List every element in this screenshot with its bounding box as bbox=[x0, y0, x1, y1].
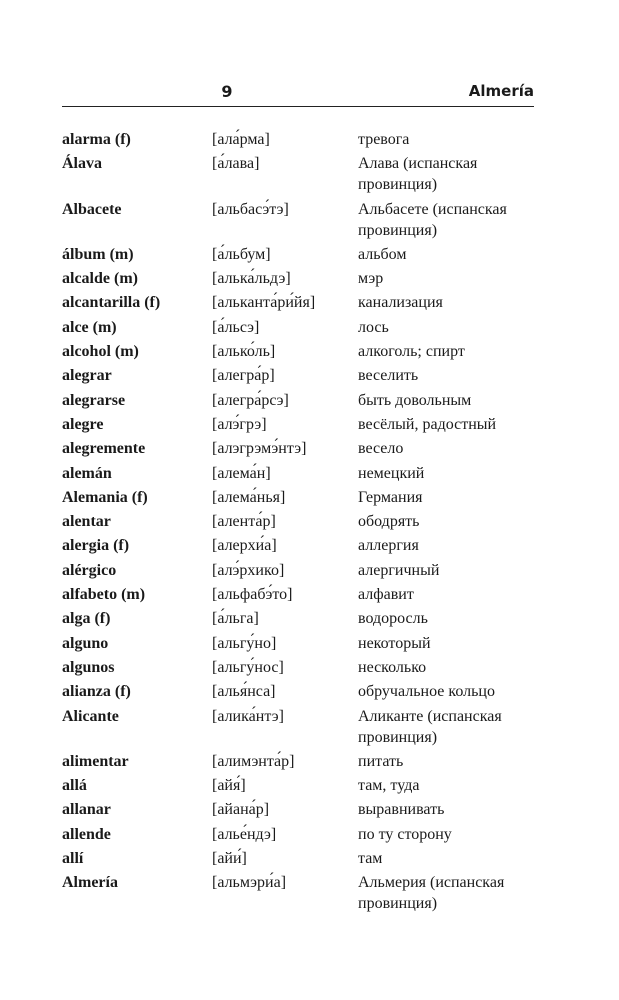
entry-word: álbum (m) bbox=[62, 245, 134, 263]
entry-meaning: быть довольным bbox=[358, 391, 472, 409]
entry-meaning: алкоголь; спирт bbox=[358, 343, 465, 361]
entry-meaning: Альбасете (испанская провинция) bbox=[358, 200, 507, 239]
entry-word: allanar bbox=[62, 801, 111, 819]
entry-transcription: [алэгрэмэ́нтэ] bbox=[212, 440, 307, 458]
entry-word: alce (m) bbox=[62, 318, 117, 336]
entry-transcription: [айана́р] bbox=[212, 801, 270, 819]
entry-meaning: некоторый bbox=[358, 634, 431, 652]
entry-meaning: канализация bbox=[358, 294, 443, 312]
entry-transcription: [а́льбум] bbox=[212, 245, 271, 263]
dictionary-entry bbox=[62, 292, 542, 313]
dictionary-entry bbox=[62, 872, 542, 914]
dictionary-entry bbox=[62, 341, 542, 362]
dictionary-entry bbox=[62, 681, 542, 702]
dictionary-entry bbox=[62, 535, 542, 556]
dictionary-entry bbox=[62, 775, 542, 796]
entry-word: Alemania (f) bbox=[62, 488, 148, 506]
entry-transcription: [алерхи́а] bbox=[212, 537, 277, 555]
entry-transcription: [альфабэ́то] bbox=[212, 586, 293, 604]
entry-word: alcantarilla (f) bbox=[62, 294, 161, 312]
entry-transcription: [алика́нтэ] bbox=[212, 707, 284, 725]
dictionary-entry bbox=[62, 244, 542, 265]
entry-transcription: [а́лава] bbox=[212, 155, 260, 173]
entry-word: Álava bbox=[62, 155, 102, 173]
entry-meaning: обручальное кольцо bbox=[358, 683, 495, 701]
entry-word: alianza (f) bbox=[62, 683, 131, 701]
dictionary-entry bbox=[62, 584, 542, 605]
dictionary-entry bbox=[62, 463, 542, 484]
entry-word: allí bbox=[62, 850, 84, 868]
dictionary-entry bbox=[62, 268, 542, 289]
dictionary-entry bbox=[62, 848, 542, 869]
dictionary-entry bbox=[62, 390, 542, 411]
entry-meaning: весёлый, радостный bbox=[358, 415, 497, 433]
entry-meaning: немецкий bbox=[358, 464, 425, 482]
dictionary-entry bbox=[62, 414, 542, 435]
entry-word: alentar bbox=[62, 513, 111, 531]
entry-transcription: [а́льга] bbox=[212, 610, 259, 628]
entry-meaning: водоросль bbox=[358, 610, 428, 628]
entry-transcription: [алегра́р] bbox=[212, 367, 275, 385]
dictionary-entry bbox=[62, 438, 542, 459]
entry-transcription: [алько́ль] bbox=[212, 343, 276, 361]
entry-meaning: тревога bbox=[358, 131, 410, 148]
entry-meaning: алергичный bbox=[358, 561, 440, 579]
entry-meaning: алфавит bbox=[358, 586, 414, 604]
entry-meaning: альбом bbox=[358, 245, 407, 263]
entry-meaning: там, туда bbox=[358, 777, 420, 795]
entry-transcription: [алента́р] bbox=[212, 513, 276, 531]
entry-meaning: весело bbox=[358, 440, 404, 458]
entry-meaning: питать bbox=[358, 752, 404, 770]
entry-meaning: лось bbox=[358, 318, 389, 336]
dictionary-entry bbox=[62, 751, 542, 772]
entry-transcription: [а́льсэ] bbox=[212, 318, 260, 336]
dictionary-entry bbox=[62, 317, 542, 338]
dictionary-entry bbox=[62, 153, 542, 195]
entry-transcription: [альбасэ́тэ] bbox=[212, 200, 289, 218]
entry-meaning: мэр bbox=[358, 270, 384, 288]
entry-word: alcalde (m) bbox=[62, 270, 138, 288]
entry-meaning: Аликанте (испанская провинция) bbox=[358, 707, 502, 746]
dictionary-entry bbox=[62, 199, 542, 241]
entry-transcription: [альгу́но] bbox=[212, 634, 277, 652]
entry-word: alegrar bbox=[62, 367, 112, 385]
entry-word: allá bbox=[62, 777, 87, 795]
page-header bbox=[62, 82, 534, 107]
entry-word: alimentar bbox=[62, 752, 129, 770]
entry-word: Alicante bbox=[62, 707, 119, 725]
entry-meaning: там bbox=[358, 850, 383, 868]
dictionary-entry bbox=[62, 824, 542, 845]
dictionary-entry bbox=[62, 511, 542, 532]
entry-word: alegremente bbox=[62, 440, 146, 458]
entry-word: alergia (f) bbox=[62, 537, 130, 555]
dictionary-entry bbox=[62, 365, 542, 386]
dictionary-entry bbox=[62, 487, 542, 508]
entry-meaning: Алава (испанская провинция) bbox=[358, 155, 478, 194]
entry-word: alcohol (m) bbox=[62, 343, 139, 361]
entry-word: alegre bbox=[62, 415, 104, 433]
page-number: 9 bbox=[221, 82, 233, 101]
entry-meaning: веселить bbox=[358, 367, 419, 385]
entry-transcription: [алимэнта́р] bbox=[212, 752, 295, 770]
entry-word: alegrarse bbox=[62, 391, 126, 409]
entry-transcription: [айи́] bbox=[212, 850, 247, 868]
entry-transcription: [алэ́рхико] bbox=[212, 561, 285, 579]
dictionary-entry bbox=[62, 129, 542, 150]
entry-list bbox=[62, 129, 542, 918]
entry-meaning: несколько bbox=[358, 658, 427, 676]
entry-transcription: [альмэри́а] bbox=[212, 874, 287, 892]
entry-meaning: Альмерия (испанская провинция) bbox=[358, 874, 505, 913]
entry-meaning: по ту сторону bbox=[358, 825, 452, 843]
dictionary-entry bbox=[62, 608, 542, 629]
entry-transcription: [алема́нья] bbox=[212, 488, 286, 506]
entry-transcription: [ала́рма] bbox=[212, 131, 270, 148]
entry-transcription: [алема́н] bbox=[212, 464, 271, 482]
entry-transcription: [алья́нса] bbox=[212, 683, 276, 701]
entry-transcription: [алэ́грэ] bbox=[212, 415, 267, 433]
entry-meaning: ободрять bbox=[358, 513, 420, 531]
entry-word: algunos bbox=[62, 658, 115, 676]
entry-word: alemán bbox=[62, 464, 112, 482]
entry-word: alguno bbox=[62, 634, 109, 652]
entry-word: Albacete bbox=[62, 200, 122, 218]
entry-transcription: [альканта́ри́йя] bbox=[212, 294, 316, 312]
entry-transcription: [алька́льдэ] bbox=[212, 270, 291, 288]
entry-transcription: [альгу́нос] bbox=[212, 658, 284, 676]
entry-word: Almería bbox=[62, 874, 118, 892]
entry-transcription: [алегра́рсэ] bbox=[212, 391, 289, 409]
entry-word: allende bbox=[62, 825, 111, 843]
entry-meaning: аллергия bbox=[358, 537, 419, 555]
entry-transcription: [алье́ндэ] bbox=[212, 825, 277, 843]
entry-meaning: Германия bbox=[358, 488, 423, 506]
dictionary-entry bbox=[62, 799, 542, 820]
entry-word: alga (f) bbox=[62, 610, 111, 628]
entry-word: alfabeto (m) bbox=[62, 586, 146, 604]
entry-word: alérgico bbox=[62, 561, 117, 579]
entry-meaning: выравнивать bbox=[358, 801, 445, 819]
entry-transcription: [айя́] bbox=[212, 777, 246, 795]
dictionary-entry bbox=[62, 706, 542, 748]
dictionary-entry bbox=[62, 560, 542, 581]
entry-word: alarma (f) bbox=[62, 131, 131, 148]
dictionary-entry bbox=[62, 657, 542, 678]
dictionary-entry bbox=[62, 633, 542, 654]
running-head: Almería bbox=[468, 82, 534, 100]
